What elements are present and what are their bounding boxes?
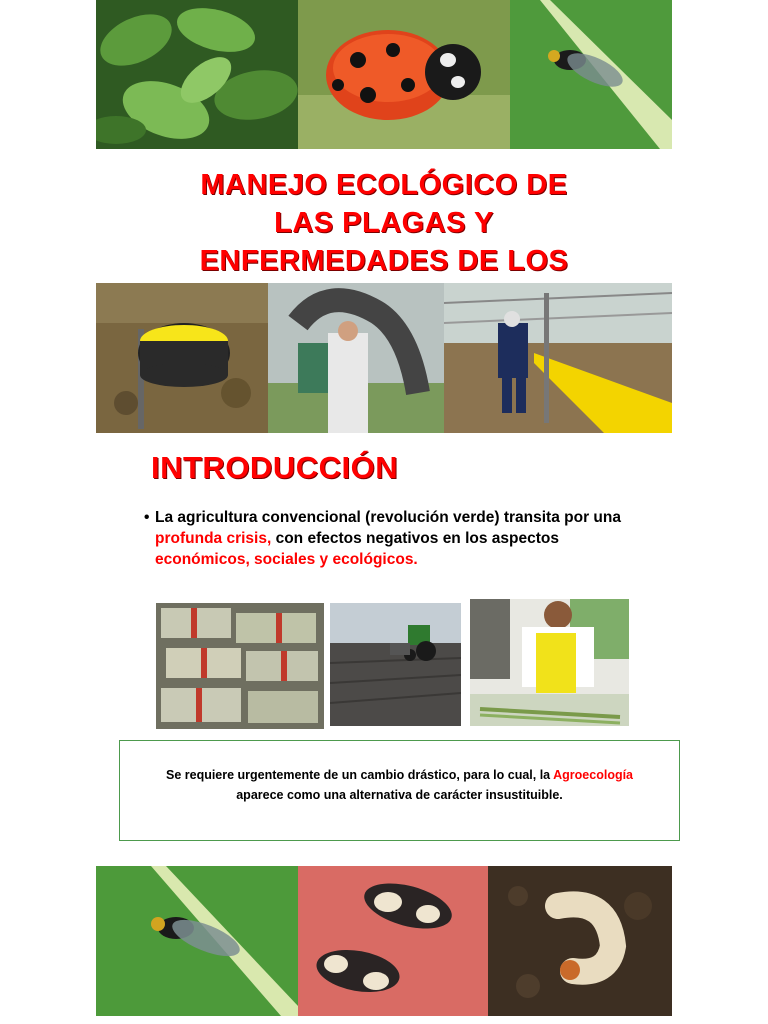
photo-ladybug: [298, 0, 510, 149]
intro-text-highlight-aspects: económicos, sociales y ecológicos.: [155, 551, 418, 568]
title-line-1: MANEJO ECOLÓGICO DE: [200, 169, 568, 201]
title-line-3: ENFERMEDADES DE LOS: [199, 245, 569, 277]
intro-paragraph: [155, 507, 644, 570]
photo-vacuum-sprayer: [268, 283, 444, 433]
photo-greenhouse-worker: [444, 283, 672, 433]
intro-text-2: con efectos negativos en los aspectos: [271, 530, 559, 547]
page-title: [96, 166, 672, 280]
intro-text-1: La agricultura convencional (revolución verde) transita por una: [155, 509, 621, 526]
intro-bullet: [144, 507, 644, 570]
photo-tractor-field: [330, 603, 461, 726]
callout-text: [120, 765, 679, 805]
photo-bugs-red-background: [298, 866, 488, 1016]
bullet-symbol: •: [144, 509, 150, 526]
callout-text-2: aparece como una alternativa de carácter insustituible.: [236, 788, 563, 802]
intro-text-highlight-crisis: profunda crisis,: [155, 530, 272, 547]
callout-text-1: Se requiere urgentemente de un cambio drástico, para lo cual, la: [165, 768, 554, 782]
photo-fly-leaf-bottom: [96, 866, 298, 1016]
photo-yellow-trap: [96, 283, 268, 433]
photo-grub-soil: [488, 866, 672, 1016]
photo-worker-yellow-apron: [470, 599, 629, 726]
agroecology-callout: [119, 740, 680, 841]
callout-highlight-agroecologia: Agroecología: [553, 768, 634, 782]
photo-fly-leaf: [510, 0, 672, 149]
section-heading-introduccion: INTRODUCCIÓN: [151, 450, 399, 485]
photo-money-stacks: [156, 603, 324, 729]
photo-weeds: [96, 0, 298, 149]
title-line-2: LAS PLAGAS Y: [274, 207, 494, 239]
